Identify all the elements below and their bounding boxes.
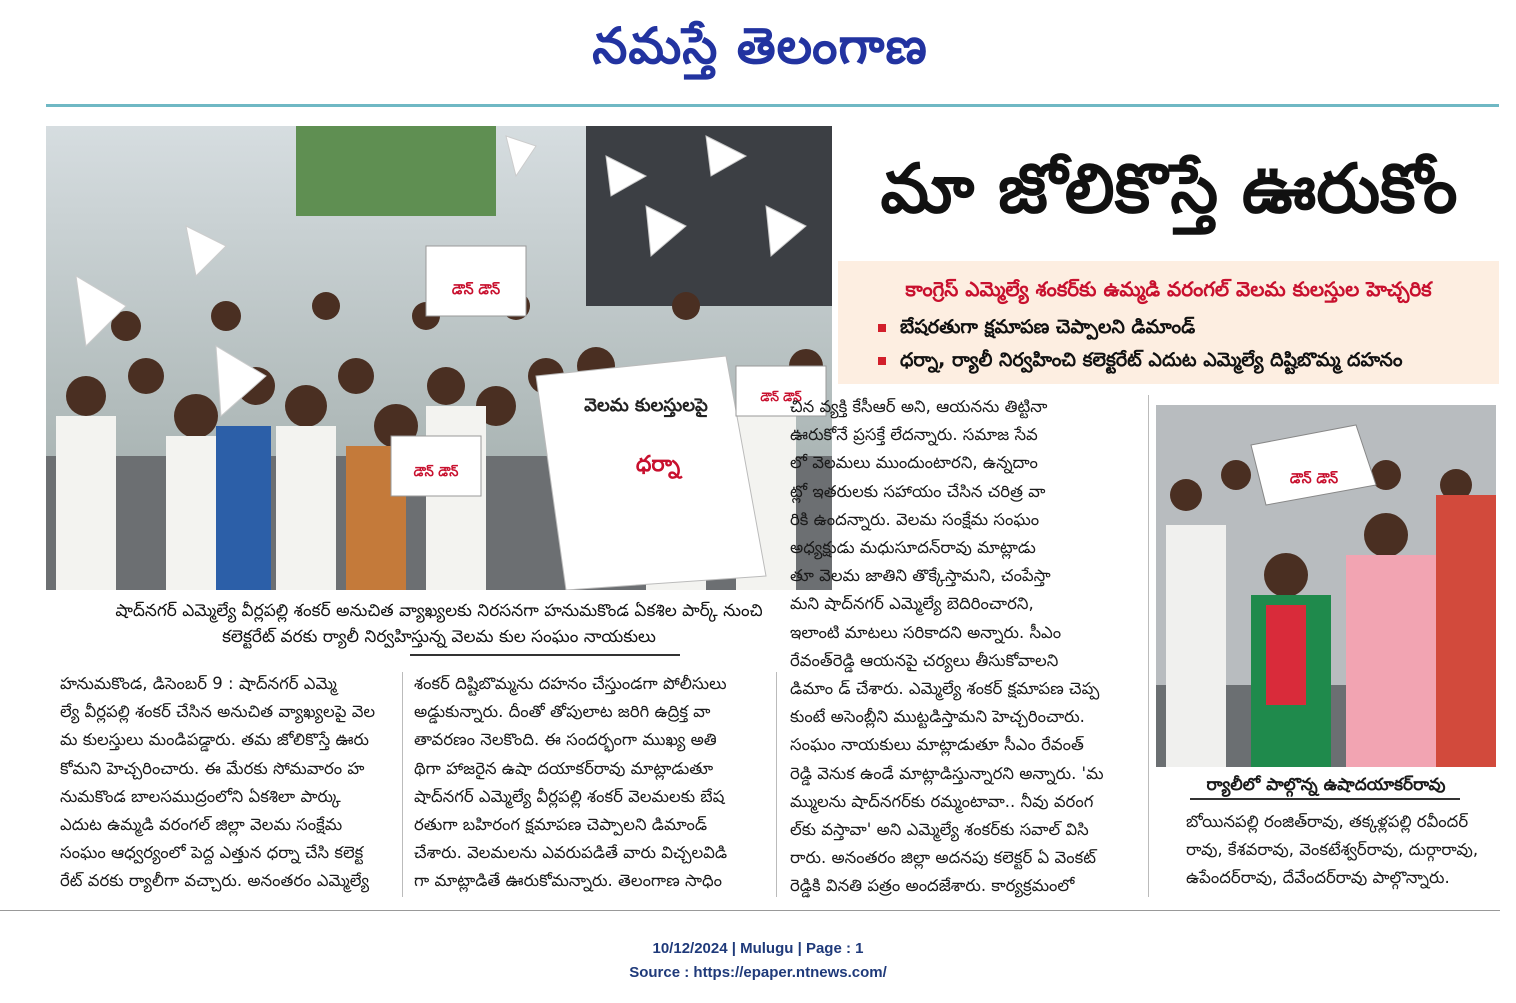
column-line: చేశారు. వెలమలను ఎవరుపడితే వారు విచ్చలవిడి (414, 843, 728, 863)
placard-text: డౌన్ డౌన్ (1289, 471, 1339, 487)
footer-source-link[interactable]: Source : https://epaper.ntnews.com/ (629, 964, 887, 981)
column-line: రెడ్డికి వినతి పత్రం అందజేశారు. కార్యక్రమంలో (790, 876, 1075, 896)
column-line: ల్యే వీర్లపల్లి శంకర్ చేసిన అనుచిత వ్యాఖ్యలపై వెల (60, 702, 376, 722)
column-line: ఇలాంటి మాటలు సరికాదని అన్నారు. సీఎం (790, 622, 1062, 642)
column-line: రెడ్డి వెనుక ఉండే మాట్లాడిస్తున్నారని అన్నారు. 'మ (790, 763, 1104, 783)
masthead-rule (46, 104, 1499, 107)
column-line: థిగా హాజరైన ఉషా దయాకర్‌రావు మాట్లాడుతూ (414, 758, 714, 778)
column-line: రికి ఉందన్నారు. వెలమ సంక్షేమ సంఘం (790, 509, 1040, 529)
side-photo-caption: ర్యాలీలో పాల్గొన్న ఉషాదయాకర్‌రావు (1206, 775, 1446, 795)
caption-line: షాద్‌నగర్ ఎమ్మెల్యే వీర్లపల్లి శంకర్ అనుచిత వ్యాఖ్యలకు నిరసనగా హనుమకొండ ఏకశిల పార్క్ నుంచి (115, 601, 763, 621)
column-line: మని షాద్‌నగర్ ఎమ్మెల్యే బెదిరించారని, (790, 594, 1034, 614)
page-bottom-rule (0, 910, 1500, 911)
column-line: రావు, కేశవరావు, వెంకటేశ్వర్‌రావు, దుర్గారావు, (1186, 840, 1479, 860)
column-line: మ కులస్తులు మండిపడ్డారు. తమ జోలికొస్తే ఊరు (60, 730, 370, 750)
column-line: శంకర్ దిష్టిబొమ్మను దహనం చేస్తుండగా పోలీసులు (414, 674, 727, 693)
caption-line: కలెక్టరేట్ వరకు ర్యాలీ నిర్వహిస్తున్న వెలమ కుల సంఘం నాయకులు (222, 627, 656, 647)
article-subhead: కాంగ్రెస్ ఎమ్మెల్యే శంకర్‌కు ఉమ్మడి వరంగల్ వెలమ కులస్తుల హెచ్చరిక (905, 277, 1432, 301)
side-photo (1156, 405, 1496, 767)
column-line: ఊరుకోనే ప్రసక్తే లేదన్నారు. సమాజ సేవ (790, 425, 1038, 445)
main-photo-caption (46, 598, 832, 650)
column-divider (402, 672, 403, 897)
highlight-bullet (878, 316, 1195, 343)
column-divider (776, 672, 777, 897)
main-photo-illustration (46, 126, 832, 590)
bullet-square-icon (878, 357, 886, 365)
side-caption-underline (1190, 798, 1460, 800)
column-line: రతుగా బహిరంగ క్షమాపణ చెప్పాలని డిమాండ్ (414, 815, 708, 835)
column-line: చిన వ్యక్తి కేసీఆర్ అని, ఆయనను తిట్టినా (790, 397, 1048, 416)
column-line: మ్ములను షాద్‌నగర్‌కు రమ్మంటావా.. నీవు వరంగ (790, 791, 1094, 811)
column-line: రారు. అనంతరం జిల్లా అదనపు కలెక్టర్ ఏ వెంకట్ (790, 848, 1096, 868)
article-column-3 (790, 393, 1140, 901)
column-divider (1148, 395, 1149, 897)
column-line: హనుమకొండ, డిసెంబర్ 9 : షాద్‌నగర్ ఎమ్మె (60, 674, 337, 693)
column-line: సంఘం నాయకులు మాట్లాడుతూ సీఎం రేవంత్ (790, 735, 1084, 755)
column-line: ఉపేందర్‌రావు, దేవేందర్‌రావు పాల్గొన్నారు. (1186, 868, 1450, 888)
side-photo-illustration (1156, 405, 1496, 767)
caption-underline (410, 654, 680, 656)
newspaper-masthead: నమస్తే తెలంగాణ (592, 16, 928, 75)
column-line: ల్‌కు వస్తావా' అని ఎమ్మెల్యే శంకర్‌కు సవాల్ విసి (790, 820, 1089, 840)
banner-text: ధర్నా (635, 452, 681, 477)
article-headline: మా జోలికొస్తే ఊరుకోం (880, 150, 1458, 229)
bullet-text: ధర్నా, ర్యాలీ నిర్వహించి కలెక్టరేట్ ఎదుట ఎమ్మెల్యే దిష్టిబొమ్మ దహనం (900, 349, 1403, 371)
article-column-1 (60, 670, 395, 896)
column-line: కోమని హెచ్చరించారు. ఈ మేరకు సోమవారం హ (60, 758, 365, 778)
column-line: రేవంత్‌రెడ్డి ఆయనపై చర్యలు తీసుకోవాలని (790, 650, 1059, 670)
column-line: డిమాం డ్ చేశారు. ఎమ్మెల్యే శంకర్ క్షమాపణ చెప్ప (790, 679, 1100, 699)
placard (426, 246, 526, 316)
column-line: ఎదుట ఉమ్మడి వరంగల్ జిల్లా వెలమ సంక్షేమ (60, 815, 343, 835)
highlight-bullet (878, 349, 1402, 376)
main-photo (46, 126, 832, 590)
column-line: సంఘం ఆధ్వర్యంలో పెద్ద ఎత్తున ధర్నా చేసి కలెక్ట (60, 843, 364, 863)
banner-text: వెలమ కులస్తులపై (584, 395, 708, 416)
bullet-square-icon (878, 324, 886, 332)
column-line: తూ వెలమ జాతిని తొక్కేస్తామని, చంపేస్తా (790, 566, 1051, 586)
column-line: బోయినపల్లి రంజిత్‌రావు, తక్కళ్లపల్లి రవీందర్ (1186, 812, 1469, 831)
placard-text: డౌన్ డౌన్ (760, 390, 802, 404)
footer-date-line: 10/12/2024 | Mulugu | Page : 1 (652, 940, 864, 957)
column-line: నుమకొండ బాలసముద్రంలోని ఏకశిలా పార్కు (60, 786, 341, 806)
column-line: గా మాట్లాడితే ఊరుకోమన్నారు. తెలంగాణ సాధిం (414, 871, 723, 891)
placard-text: డౌన్ డౌన్ (413, 465, 459, 480)
bullet-text: బేషరతుగా క్షమాపణ చెప్పాలని డిమాండ్ (900, 316, 1196, 338)
column-line: ట్లో ఇతరులకు సహాయం చేసిన చరిత్ర వా (790, 481, 1046, 501)
column-line: రేట్ వరకు ర్యాలీగా వచ్చారు. అనంతరం ఎమ్మెల్యే (60, 871, 370, 891)
column-line: అడ్డుకున్నారు. దీంతో తోపులాట జరిగి ఉద్రిక్త వా (414, 702, 711, 722)
column-line: షాద్‌నగర్ ఎమ్మెల్యే వీర్లపల్లి శంకర్ వెలమలకు బేష (414, 786, 725, 806)
column-line: అధ్యక్షుడు మధుసూదన్‌రావు మాట్లాడు (790, 538, 1036, 558)
column-line: తావరణం నెలకొంది. ఈ సందర్భంగా ముఖ్య అతి (414, 730, 717, 750)
placard-text: డౌన్ డౌన్ (451, 282, 501, 298)
column-line: లో వెలమలు ముందుంటారని, ఉన్నదాం (790, 453, 1038, 473)
article-column-2 (414, 670, 759, 896)
article-column-4 (1186, 808, 1496, 893)
subhead-box (838, 261, 1499, 384)
column-line: కుంటే అసెంబ్లీని ముట్టడిస్తామని హెచ్చరించారు. (790, 707, 1085, 727)
